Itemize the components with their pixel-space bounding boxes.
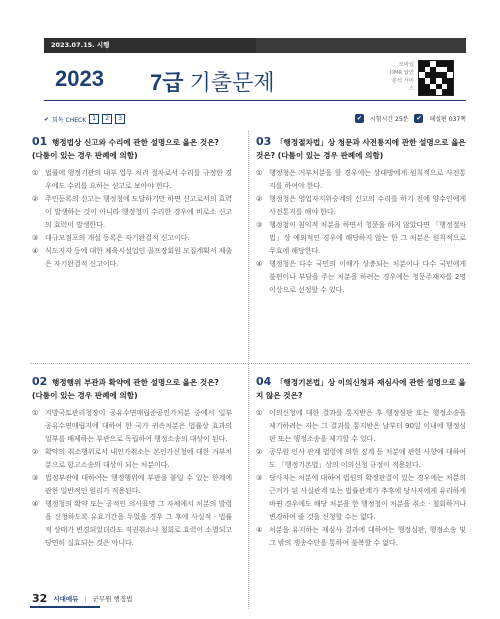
option-4[interactable]: ④ 처분을 유지하는 재심사 결과에 대하여는 행정심판, 행정소송 및 그 밖의 쟁송수단을 통하여 불복할 수 없다. [256,525,466,547]
option-2[interactable]: ② 공무원 인사 관계 법령에 의한 징계 등 처분에 관한 사항에 대하여도 「행정기본법」상의 이의신청 규정이 적용된다. [256,447,466,469]
exam-title-grade: 7급 [150,70,184,95]
question-stem: 04 「행정기본법」상 이의신청과 재심사에 관한 설명으로 옳지 않은 것은? [256,375,466,400]
check-circle-icon: ✔ [44,115,50,123]
column-divider [248,131,249,609]
exam-title [150,66,275,97]
question-04 [256,376,466,549]
option-2[interactable]: ② 행정청은 영업자지위승계의 신고의 수리를 하기 전에 양수인에게 사전통지를 해야 한다. [256,194,466,216]
option-3[interactable]: ③ 대규모점포의 개설 등록은 자기완결적 신고이다. [32,233,190,242]
option-1[interactable]: ① 이의신청에 대한 결과를 통지받은 후 행정심판 또는 행정소송을 제기하려는 자는 그 결과를 통지받은 날부터 90일 이내에 행정심판 또는 행정소송을 제기할 수 있다. [256,408,466,443]
exam-year: 2023 [55,66,104,91]
row-divider [30,363,470,364]
question-stem: 03 「행정절차법」상 청문과 사전통지에 관한 설명으로 옳은 것은? (다툼이 있는 경우 판례에 의함) [256,135,466,160]
exam-time: 시험시간 25분 [369,116,409,123]
exam-meta [355,114,466,123]
check-box-2[interactable]: 2 [102,114,112,124]
option-3[interactable]: ③ 법정부관에 대하여는 행정행위에 부관을 붙일 수 있는 한계에 관한 일반적인 원리가 적용된다. [32,473,232,495]
page-footer [32,592,132,605]
option-4[interactable]: ④ 식도지자 등에 대한 체육시설업인 골프장회원 모집계획서 제출은 자기완결적 신고이다. [32,246,232,268]
review-check [44,114,125,124]
option-2[interactable]: ② 주민등록의 신고는 행정청에 도달하기만 하면 신고로서의 효력이 발생하는 것이 아니라 행정청이 수리한 경우에 비로소 신고의 효력이 발생한다. [32,194,232,229]
check-box-3[interactable]: 3 [115,114,125,124]
exam-title-text: 기출문제 [183,70,275,95]
review-check-label: 회독 CHECK [52,116,87,124]
exam-date-label: 2023.07.15. 시행 [44,38,256,53]
clock-icon: ✔ [356,115,362,122]
footer-separator: | [84,594,87,603]
question-03 [256,136,466,296]
question-stem: 01 행정법상 신고와 수리에 관한 설명으로 옳은 것은? (다툼이 있는 경우 판례에 의함) [32,135,219,160]
qr-code-icon[interactable] [418,60,454,96]
check-box-1[interactable]: 1 [89,114,99,124]
footer-rule [30,606,100,608]
question-stem: 02 행정행위 부관과 확약에 관한 설명으로 옳은 것은? (다툼이 있는 경우 판례에 의함) [32,375,219,400]
question-01 [32,136,232,270]
publisher-brand: 시대에듀 [53,595,79,603]
option-1[interactable]: ① 행정청은 거부처분을 할 경우에는 상대방에게 원칙적으로 사전통지를 하여야 한다. [256,168,466,190]
option-3[interactable]: ③ 행정청이 침익적 처분을 하면서 청문을 하지 않았다면 「행정절차법」상 예외적인 경우에 해당하지 않는 한 그 처분은 원칙적으로 무효에 해당한다. [256,220,466,255]
qr-label: 모바일 OMR 답안분석 서비스 [389,62,414,92]
option-4[interactable]: ④ 행정청의 확약 또는 공적인 의사표명 그 자체에서 처분의 발령을 신청하도록 유효기간을 두었을 경우 그 후에 사실적 · 법률적 상태가 변경되었더라도 직권취소나 철회로 효력이 소멸되고 당연히 실효되는 것은 아니다. [32,499,232,547]
title-rule [44,100,466,101]
option-1[interactable]: ① 지방국토관리청장이 공유수면매립준공인가처분 중에서 일부 공유수면매립지에 대하여 한 국가 귀속처분은 법률상 효과의 일부를 배제하는 부관으로 독립하여 행정소송의 대상이 된다. [32,408,232,443]
answer-reference: 해설편 037쪽 [429,116,466,123]
option-3[interactable]: ③ 당사자는 처분에 대하여 법원의 확정판결이 있는 경우에는 처분의 근거가 된 사실관계 또는 법률관계가 추후에 당사자에게 유리하게 바뀐 경우에도 해당 처분을 한 행정청이 처분을 취소 · 철회하거나 변경하여 줄 것을 신청할 수는 없다. [256,473,466,521]
option-1[interactable]: ① 법률에 행정기관의 내부 업무 처리 절차로서 수리를 규정한 경우에도 수리를 요하는 신고로 보아야 한다. [32,168,232,190]
option-2[interactable]: ② 확약의 취소행위로서 내인가취소는 본인가신청에 대한 거부처분으로 항고소송의 대상이 되는 처분이다. [32,447,232,469]
option-4[interactable]: ④ 행정청은 다수 국민의 이해가 상충되는 처분이나 다수 국민에게 불편이나 부담을 주는 처분을 하려는 경우에는 청문주재자를 2명 이상으로 선정할 수 있다. [256,259,466,294]
page-number: 32 [32,592,48,605]
answer-icon: ✔ [416,115,422,122]
question-02 [32,376,232,549]
book-title: 군무원 행정법 [92,595,133,603]
